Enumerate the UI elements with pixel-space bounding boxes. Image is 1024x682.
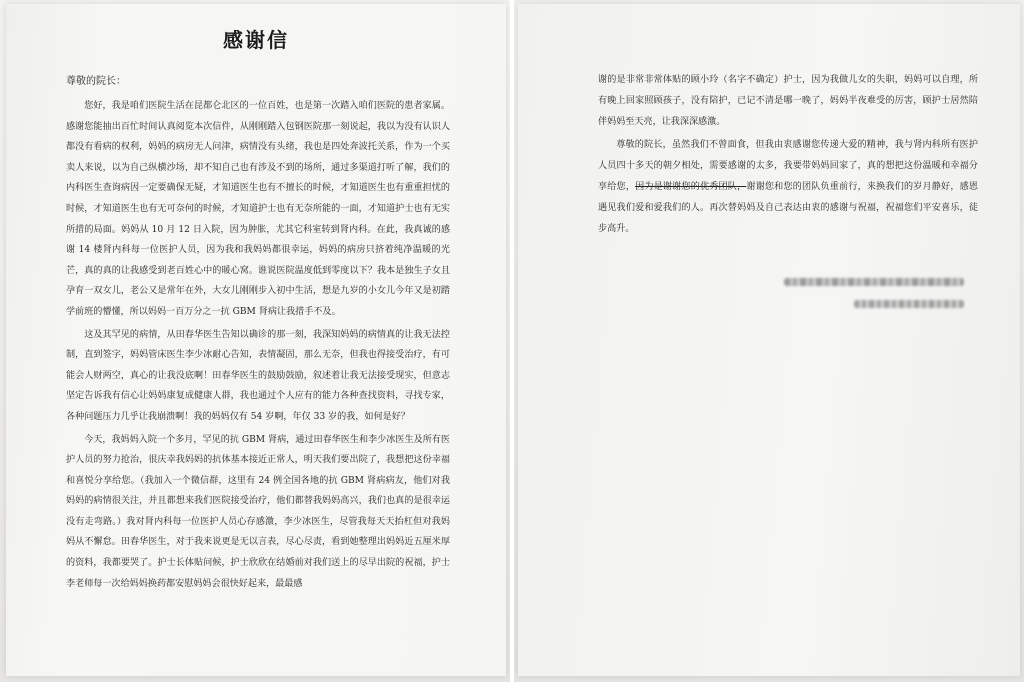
- paragraph: [598, 135, 978, 240]
- letter-page-1: [6, 4, 506, 676]
- struck-out-text: 因为是谢谢您的优秀团队，: [635, 182, 747, 192]
- paragraph: 今天，我妈妈入院一个多月，罕见的抗 GBM 肾病，通过田春华医生和李少冰医生及所有医护人员的努力抢治，很庆幸我妈妈的抗体基本接近正常人，明天我们要出院了，我想把这份幸福和喜悦分享给您。（我加入一个微信群，这里有 24 例全国各地的抗 GBM 肾病病友，他们对我妈妈的病情很关注，并且都想来我们医院接受治疗，他们都替我妈妈高兴，我们也真的是很幸运没有走弯路。）我对肾内科每一位医护人员心存感激，李少冰医生，尽管我每天天抬杠但对我妈妈从不懈怠。田春华医生，对于我来说更是无以言表，尽心尽责，看到她整理出妈妈近五厘米厚的资料，我都要哭了。护士长体贴问候，护士欣欣在结婚前对我们送上的尽早出院的祝福，护士李老师每一次给妈妈换药都安慰妈妈会很快好起来，最最感: [66, 434, 450, 589]
- paragraph: 您好，我是咱们医院生活在昆都仑北区的一位百姓，也是第一次踏入咱们医院的患者家属。感谢您能抽出百忙时间认真阅览本次信件，从刚刚踏入包钢医院那一刻说起，我以为没有认识人都没有看病的权利，妈妈的病房无人问津，病情没有头绪，我也是四处奔波托关系，作为一个买卖人来说，以为自己纵横沙场，却不知自己也有涉及不到的场所，通过多渠道打听了解，我们的内科医生查询病因一定要确保无疑，才知道医生也有不擅长的时候，才知道医生也有重重担忧的时候，才知道医生也有无可奈何的时候，才知道护士也有无奈所能的一面，才知道护士也有无实所措的局面。妈妈从 10 月 12 日入院，因为肿胀，尤其它科室转到肾内科。在此，我真诚的感谢 14 楼肾内科每一位医护人员，因为我和我妈妈都很幸运，妈妈的病房只挤着纯净温暖的光芒，真的真的让我感受到老百姓心中的暖心窝。谁说医院温度低到零度以下？我本是独生子女且孕育一双女儿，老公又是常年在外，大女儿刚刚步入初中生活，想是九岁的小女儿今年又是初踏学前班的懵懂，所以妈妈一百万分之一抗 GBM 肾病让我措手不及。: [66, 101, 450, 317]
- paragraph-text: 谢谢您和您的团队负重前行，来换我们的岁月静好，感恩遇见我们爱和爱我们的人。再次替妈妈及自己表达由衷的感谢与祝福，祝福您们平安喜乐，徒步高升。: [598, 182, 978, 234]
- blurred-signature-name: [784, 278, 964, 286]
- left-page-photo: [0, 0, 510, 682]
- blurred-signature-block: [776, 278, 966, 308]
- letter-body-page-1: [66, 96, 450, 596]
- blurred-signature-date: [854, 300, 964, 308]
- right-page-photo: [514, 0, 1024, 682]
- salutation: 尊敬的院长：: [66, 76, 126, 87]
- paragraph-text: 尊敬的院长，虽然我们不曾面食，但我由衷感谢您传递大爱的精神，我与肾内科所有医护人员四十多天的朝夕相处，需要感谢的太多，我要带妈妈回家了，真的想把这份温暖和幸福分享给您，: [598, 140, 978, 192]
- letter-title: 感谢信: [223, 28, 289, 52]
- paragraph: 这及其罕见的病情，从田春华医生告知以确诊的那一刻，我深知妈妈的病情真的让我无法控制，直到签字，妈妈管床医生李少冰耐心告知，表情凝固，那么无奈，但我也得接受治疗，有可能会人财两空，真心的让我没底啊！田春华医生的鼓励鼓励，叙述着让我无法接受现实，但意志坚定告诉我有信心让妈妈康复成健康人群，我也通过个人应有的能力各种查找资料，寻找专家，各种问题压力几乎让我崩溃啊！我的妈妈仅有 54 岁啊，年仅 33 岁的我，如何是好？: [66, 329, 450, 422]
- paragraph: 谢的是非常非常体贴的顾小玲（名字不确定）护士，因为我做儿女的失职，妈妈可以自理，所有晚上回家照顾孩子，没有陪护，已记不清是哪一晚了，妈妈半夜难受的厉害，顾护士居然陪伴妈妈至天亮，让我深深感激。: [598, 75, 978, 127]
- letter-body-page-2: [598, 70, 978, 242]
- letter-page-2: [518, 4, 1020, 676]
